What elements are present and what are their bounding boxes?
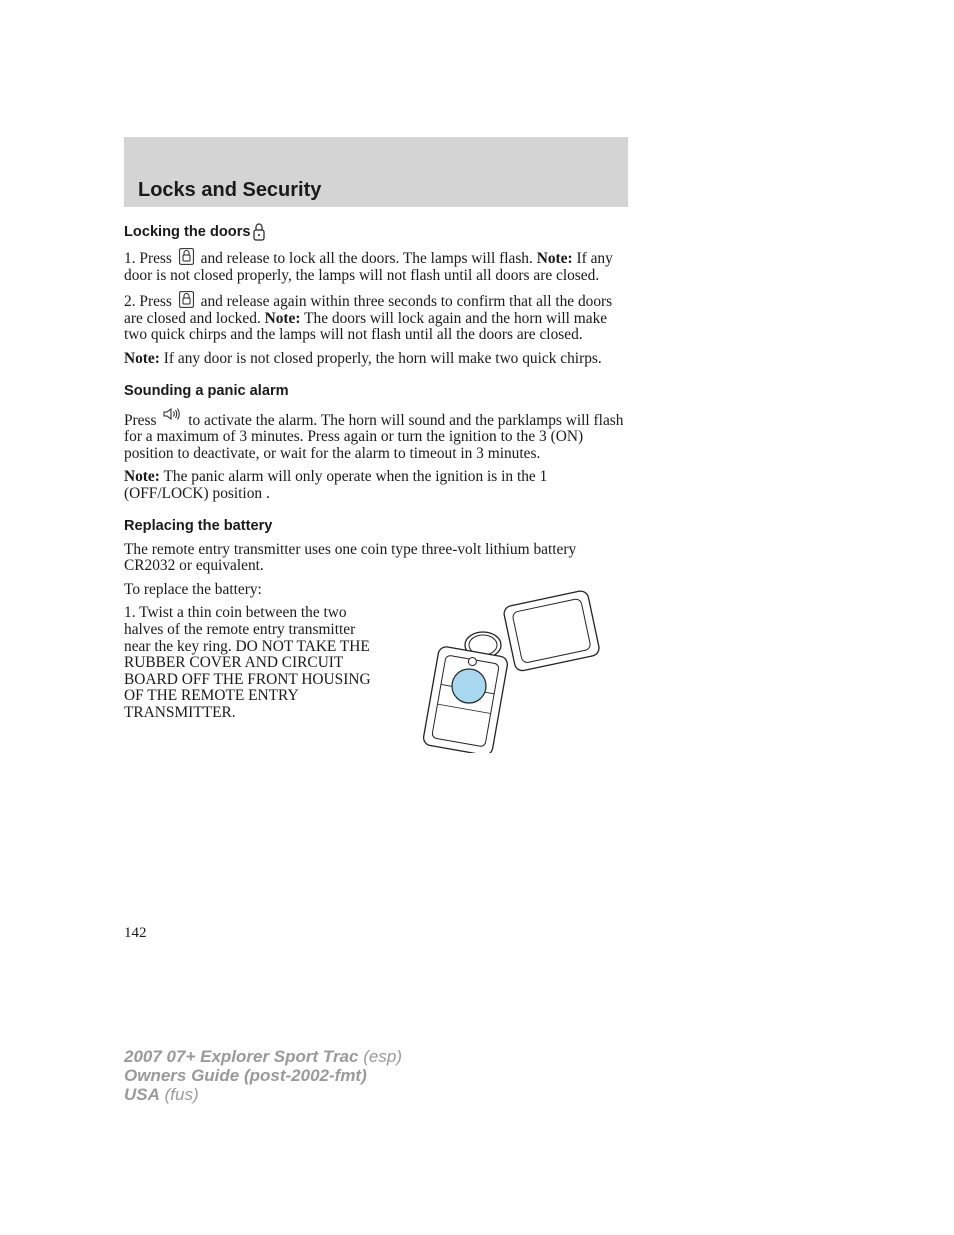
lock-step-1 [124, 248, 628, 284]
section-title: Locks and Security [138, 179, 322, 201]
footer-market: USA [124, 1085, 160, 1104]
footer-line-3 [124, 1085, 402, 1104]
lock-step-2-note: The doors will lock again and the horn will make two quick chirps and the lamps will not flash until all the doors are closed. [124, 309, 608, 344]
note-label: Note: [124, 468, 160, 486]
lock-step-2-text: and release again within three seconds to confirm that all the doors are closed and locked. [124, 293, 613, 327]
battery-intro: To replace the battery: [124, 580, 262, 598]
lock-note-text: If any door is not closed properly, the horn will make two quick chirps. [163, 349, 602, 367]
panic-horn-icon [163, 407, 181, 421]
locking-doors-heading-text: Locking the doors [124, 223, 251, 240]
footer-model: 2007 07+ Explorer Sport Trac [124, 1047, 359, 1066]
panic-note [124, 469, 628, 502]
battery-step-1: 1. Twist a thin coin between the two halves of the remote entry transmitter near the key ring. DO NOT TAKE THE RUBBER COVER AND CIRCUIT BOARD OFF THE FRONT HOUSING OF THE REMOTE ENTRY TRANSMITTER. [124, 604, 371, 721]
note-label: Note: [264, 309, 301, 327]
note-label: Note: [536, 250, 573, 267]
panic-paragraph [124, 407, 628, 463]
lock-step-1-note: If any door is not closed properly, the lamps will not flash until all doors are closed. [124, 250, 613, 284]
section-header-band [124, 137, 628, 207]
page-number: 142 [124, 925, 147, 941]
footer-line-2 [124, 1066, 402, 1085]
lock-button-icon [179, 291, 194, 308]
battery-paragraph: The remote entry transmitter uses one coin type three-volt lithium battery CR2032 or equivalent. [124, 540, 577, 575]
footer-line-1 [124, 1047, 402, 1066]
lock-note [124, 351, 628, 368]
panic-text: to activate the alarm. The horn will sound and the parklamps will flash for a maximum of 3 minutes. Press again or turn the ignition to the 3 (ON) position to deactivate, or wait for the alarm to timeout in 3 minutes. [124, 411, 624, 462]
lock-icon [253, 222, 265, 241]
panic-note-text: The panic alarm will only operate when the ignition is in the 1 (OFF/LOCK) position . [124, 468, 548, 502]
lock-step-2-prefix: 2. Press [124, 293, 172, 311]
remote-transmitter-illustration [421, 583, 601, 753]
replacing-battery-heading: Replacing the battery [124, 517, 273, 534]
footer-model-code: (esp) [363, 1047, 402, 1066]
locking-doors-heading [124, 222, 628, 241]
lock-step-1-prefix: 1. Press [124, 250, 172, 267]
lock-button-icon [179, 248, 194, 265]
footer-guide: Owners Guide (post-2002-fmt) [124, 1066, 367, 1085]
footer-market-code: (fus) [164, 1085, 199, 1104]
document-footer [124, 1047, 402, 1104]
battery-coin [452, 669, 486, 703]
panic-prefix: Press [124, 411, 157, 429]
battery-step-section [124, 605, 628, 721]
lock-step-1-text: and release to lock all the doors. The lamps will flash. [200, 250, 533, 267]
panic-alarm-heading: Sounding a panic alarm [124, 382, 289, 399]
lock-step-2 [124, 291, 628, 344]
page-content [124, 222, 628, 728]
note-label: Note: [124, 349, 160, 367]
